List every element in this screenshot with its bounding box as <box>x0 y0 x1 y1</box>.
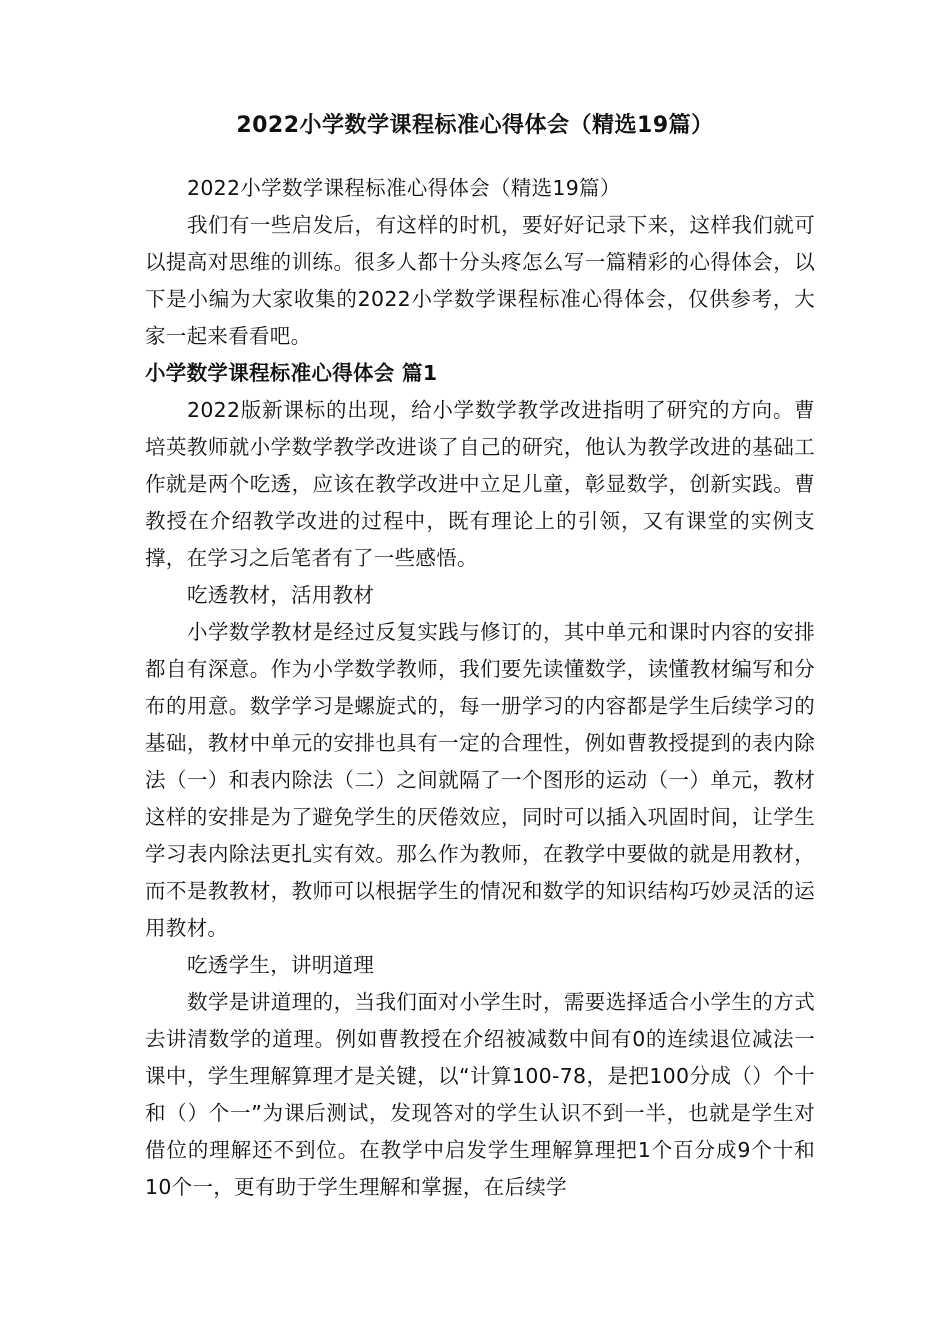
section-paragraph-2: 小学数学教材是经过反复实践与修订的，其中单元和课时内容的安排都自有深意。作为小学数学教师，我们要先读懂数学，读懂教材编写和分布的用意。数学学习是螺旋式的，每一册学习的内容都是学生后续学习的基础，教材中单元的安排也具有一定的合理性，例如曹教授提到的表内除法（一）和表内除法（二）之间就隔了一个图形的运动（一）单元，教材这样的安排是为了避免学生的厌倦效应，同时可以插入巩固时间，让学生学习表内除法更扎实有效。那么作为教师，在教学中要做的就是用教材，而不是教教材，教师可以根据学生的情况和数学的知识结构巧妙灵活的运用教材。 <box>145 620 815 940</box>
document-title: 2022小学数学课程标准心得体会（精选19篇） <box>236 113 714 138</box>
section-paragraph-3: 数学是讲道理的，当我们面对小学生时，需要选择适合小学生的方式去讲清数学的道理。例如曹教授在介绍被减数中间有0的连续退位减法一课中，学生理解算理才是关键，以“计算100-78，是把100分成（）个十和（）个一”为课后测试，发现答对的学生认识不到一半，也就是学生对借位的理解还不到位。在教学中启发学生理解算理把1个百分成9个十和10个一，更有助于学生理解和掌握，在后续学 <box>145 990 815 1199</box>
intro-subtitle: 2022小学数学课程标准心得体会（精选19篇） <box>187 176 621 200</box>
document-body <box>145 170 815 1206</box>
subheading-textbook: 吃透教材，活用教材 <box>187 583 375 607</box>
intro-paragraph: 我们有一些启发后，有这样的时机，要好好记录下来，这样我们就可以提高对思维的训练。很多人都十分头疼怎么写一篇精彩的心得体会，以下是小编为大家收集的2022小学数学课程标准心得体会，仅供参考，大家一起来看看吧。 <box>145 213 815 348</box>
section-paragraph-1: 2022版新课标的出现，给小学数学教学改进指明了研究的方向。曹培英教师就小学数学教学改进谈了自己的研究，他认为教学改进的基础工作就是两个吃透，应该在教学改进中立足儿童，彰显数学，创新实践。曹教授在介绍教学改进的过程中，既有理论上的引领，又有课堂的实例支撑，在学习之后笔者有了一些感悟。 <box>145 398 815 570</box>
section-heading: 小学数学课程标准心得体会 篇1 <box>145 361 438 385</box>
subheading-students: 吃透学生，讲明道理 <box>187 953 375 977</box>
